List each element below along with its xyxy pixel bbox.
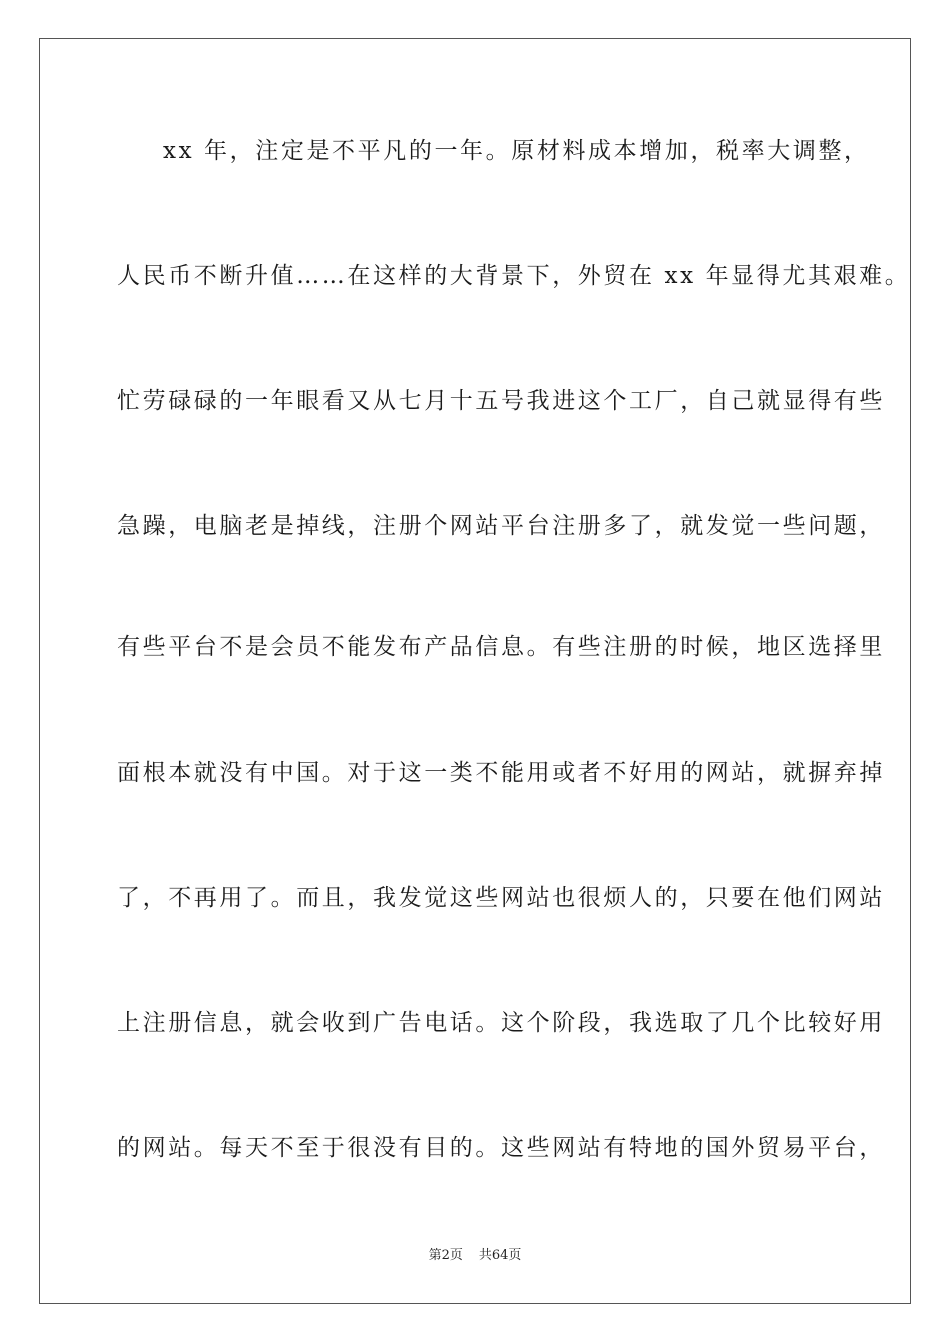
page-border [39,38,911,1304]
paragraph-line-2: 人民币不断升值……在这样的大背景下，外贸在 xx 年显得尤其艰难。 [117,263,911,289]
page-footer [0,1247,950,1265]
paragraph-line-1: xx 年，注定是不平凡的一年。原材料成本增加，税率大调整， [163,138,870,164]
paragraph-line-8: 上注册信息，就会收到广告电话。这个阶段，我选取了几个比较好用 [117,1010,885,1036]
paragraph-line-7: 了，不再用了。而且，我发觉这些网站也很烦人的，只要在他们网站 [117,885,885,911]
current-page-label: 第2页 [428,1248,463,1263]
paragraph-line-9: 的网站。每天不至于很没有目的。这些网站有特地的国外贸易平台， [117,1135,885,1161]
paragraph-line-5: 有些平台不是会员不能发布产品信息。有些注册的时候，地区选择里 [117,634,885,660]
total-pages-label: 共64页 [478,1248,522,1263]
paragraph-line-3: 忙劳碌碌的一年眼看又从七月十五号我进这个工厂，自己就显得有些 [117,388,885,414]
paragraph-line-4: 急躁，电脑老是掉线，注册个网站平台注册多了，就发觉一些问题， [117,513,885,539]
paragraph-line-6: 面根本就没有中国。对于这一类不能用或者不好用的网站，就摒弃掉 [117,760,885,786]
